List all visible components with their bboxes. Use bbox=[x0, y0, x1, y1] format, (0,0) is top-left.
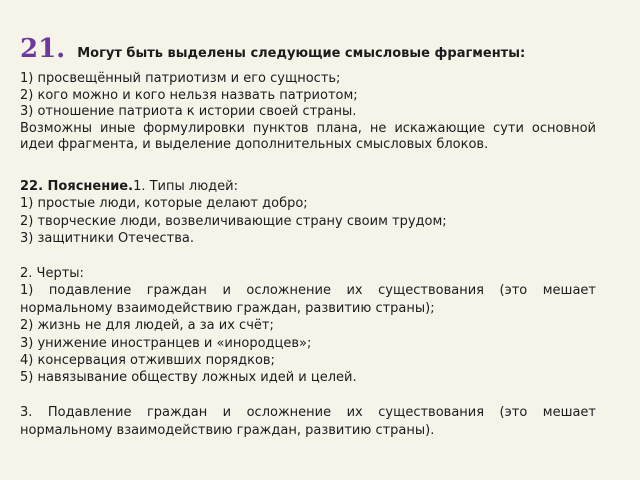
part2-title: 2. Черты: bbox=[20, 266, 84, 282]
answer-21-header bbox=[20, 32, 596, 71]
list-item: 1) простые люди, которые делают добро; bbox=[20, 196, 308, 212]
answer-21-list bbox=[20, 71, 596, 154]
spacer bbox=[20, 248, 596, 265]
list-item: 3) защитники Отечества. bbox=[20, 231, 194, 247]
list-item: 1) просвещённый патриотизм и его сущность; bbox=[20, 71, 341, 86]
list-item: 3) унижение иностранцев и «инородцев»; bbox=[20, 335, 312, 351]
list-item: 1) подавление граждан и осложнение их существования (это мешает нормальному взаимодействию граждан, развитию страны); bbox=[20, 283, 596, 316]
list-item: 3) отношение патриота к истории своей страны. bbox=[20, 104, 357, 119]
list-item: 2) творческие люди, возвеличивающие страну своим трудом; bbox=[20, 213, 447, 229]
spacer bbox=[20, 387, 596, 404]
answer-22-label: 22. Пояснение. bbox=[20, 179, 134, 194]
part1-title: 1. Типы людей: bbox=[133, 179, 238, 194]
answer-22-heading bbox=[20, 178, 596, 195]
answer-21-note: Возможны иные формулировки пунктов плана, не искажающие сути основной идеи фрагмента, и выделение дополнительных смысловых блоков. bbox=[20, 120, 596, 152]
part3-text: 3. Подавление граждан и осложнение их существования (это мешает нормальному взаимодействию граждан, развитию страны). bbox=[20, 405, 596, 438]
question-number-21: 21. bbox=[20, 34, 66, 64]
list-item: 2) кого можно и кого нельзя назвать патриотом; bbox=[20, 87, 358, 103]
list-item: 2) жизнь не для людей, а за их счёт; bbox=[20, 318, 274, 334]
answer-22 bbox=[20, 178, 596, 439]
answer-21 bbox=[20, 32, 596, 154]
list-item: 5) навязывание обществу ложных идей и целей. bbox=[20, 370, 357, 386]
answer-21-title: Могут быть выделены следующие смысловые фрагменты: bbox=[77, 46, 526, 61]
list-item: 4) консервация отживших порядков; bbox=[20, 353, 275, 369]
